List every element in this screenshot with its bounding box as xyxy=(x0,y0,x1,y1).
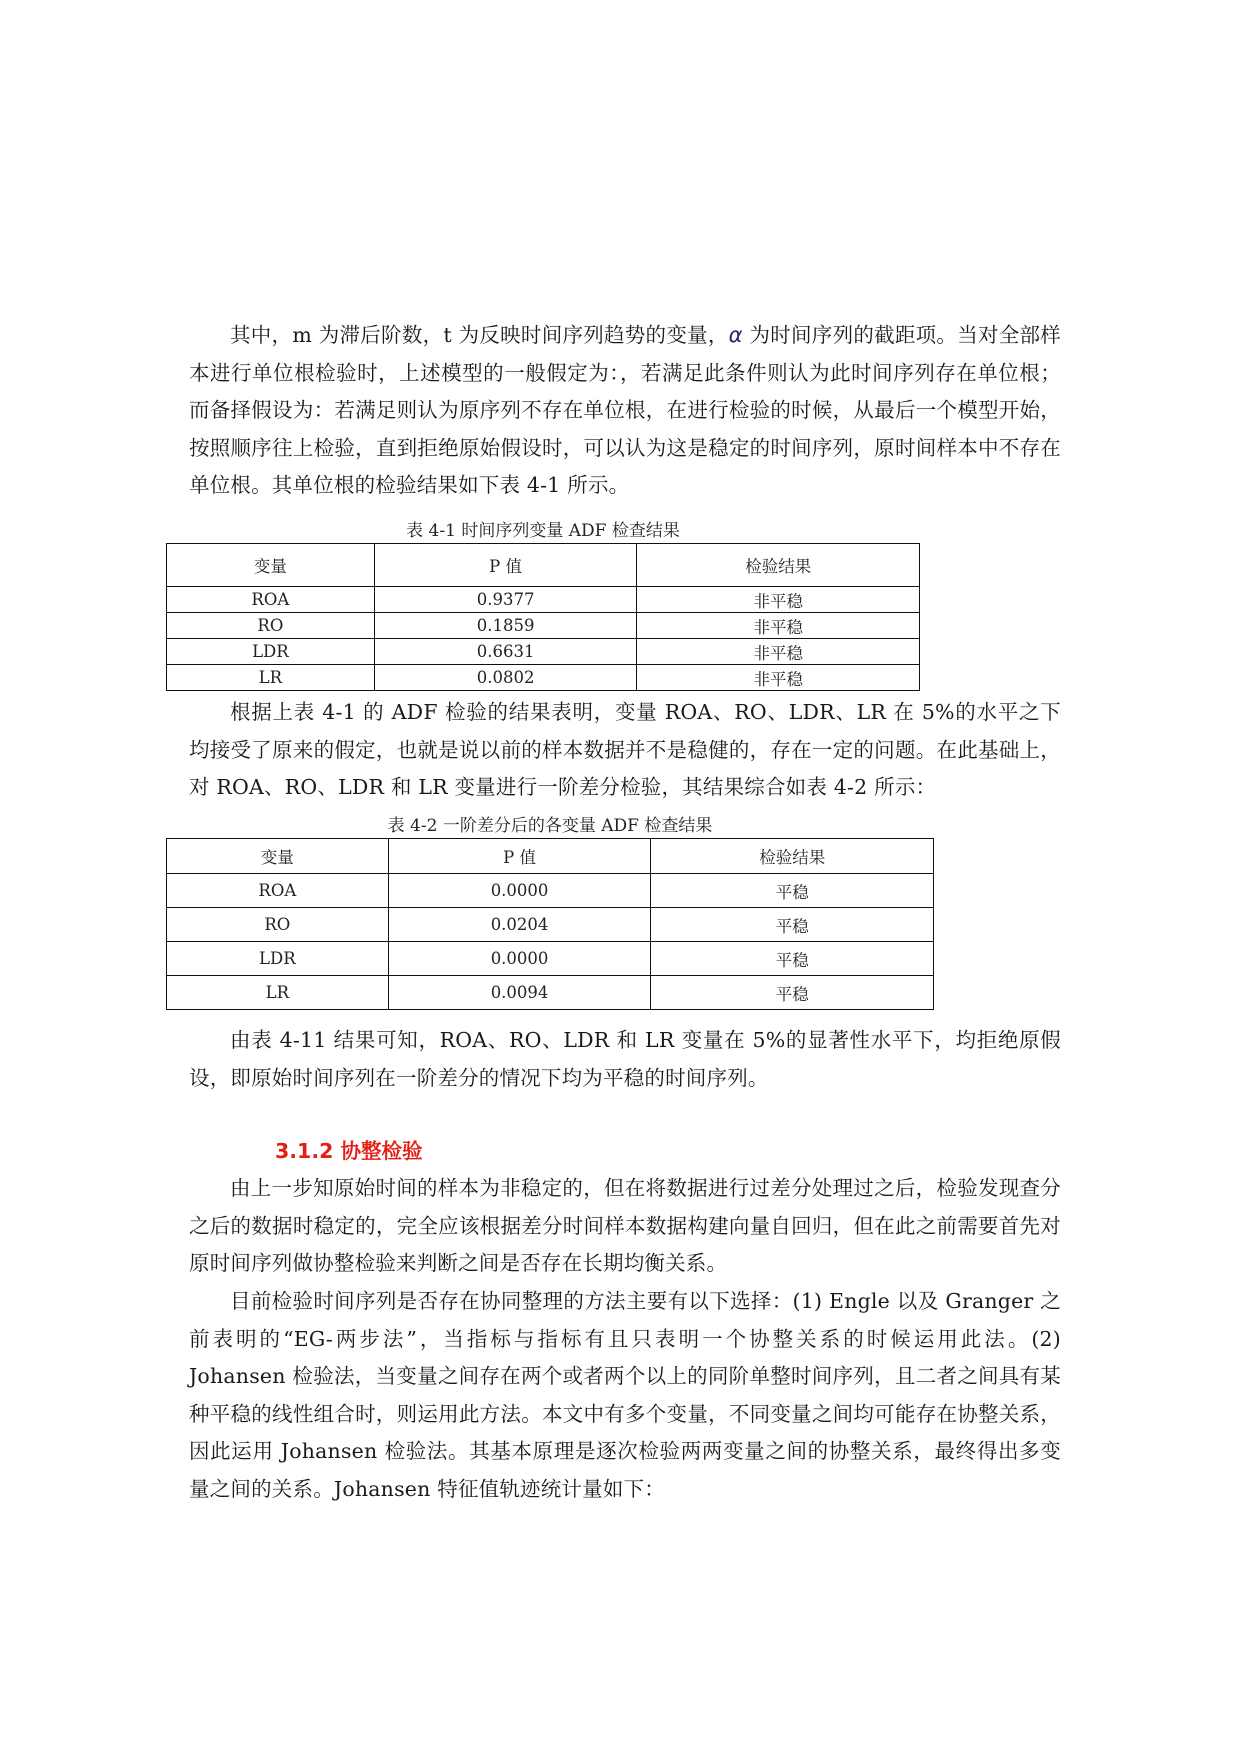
diff-adf-results-table xyxy=(166,838,934,1010)
table-row xyxy=(167,874,934,908)
paragraph-text: 根据上表 4-1 的 ADF 检验的结果表明，变量 ROA、RO、LDR、LR 在 5%的水平之下均接受了原来的假定，也就是说以前的样本数据并不是稳健的，存在一定的问题。在此基础上，对 ROA、RO、LDR 和 LR 变量进行一阶差分检验，其结果综合如表 4-2 所示： xyxy=(189,700,1061,799)
table-cell: ROA xyxy=(167,874,389,908)
paragraph-adf-analysis xyxy=(189,694,1061,807)
section-heading: 3.1.2 协整检验 xyxy=(275,1139,423,1163)
header-cell: 检验结果 xyxy=(651,839,934,874)
table-cell: 非平稳 xyxy=(637,639,920,665)
table-row xyxy=(167,665,920,691)
table-cell: LR xyxy=(167,665,375,691)
paragraph-text: 由表 4-11 结果可知，ROA、RO、LDR 和 LR 变量在 5%的显著性水平下，均拒绝原假设，即原始时间序列在一阶差分的情况下均为平稳的时间序列。 xyxy=(189,1028,1061,1090)
table-caption: 表 4-1 时间序列变量 ADF 检查结果 xyxy=(406,521,680,541)
adf-results-table xyxy=(166,543,920,691)
table-cell: 非平稳 xyxy=(637,587,920,613)
table-cell: 0.6631 xyxy=(374,639,637,665)
table-caption: 表 4-2 一阶差分后的各变量 ADF 检查结果 xyxy=(387,816,713,836)
table-cell: LR xyxy=(167,976,389,1010)
header-cell: 变量 xyxy=(167,839,389,874)
paragraph-text: 目前检验时间序列是否存在协同整理的方法主要有以下选择：(1) Engle 以及 Granger 之前表明的“EG-两步法”，当指标与指标有且只表明一个协整关系的时候运用此法。(2) Johansen 检验法，当变量之间存在两个或者两个以上的同阶单整时间序列，且二者之间具有某种平稳的线性组合时，则运用此方法。本文中有多个变量，不同变量之间均可能存在协整关系，因此运用 Johansen 检验法。其基本原理是逐次检验两两变量之间的协整关系，最终得出多变量之间的关系。Johansen 特征值轨迹统计量如下： xyxy=(189,1289,1061,1501)
paragraph-unit-root-intro xyxy=(189,317,1061,505)
table-row xyxy=(167,587,920,613)
table-cell: 0.0094 xyxy=(388,976,651,1010)
paragraph-text: 其中，m 为滞后阶数，t 为反映时间序列趋势的变量， xyxy=(230,323,729,347)
table-cell: 非平稳 xyxy=(637,613,920,639)
table-cell: 0.9377 xyxy=(374,587,637,613)
paragraph-johansen-method xyxy=(189,1283,1061,1508)
header-cell: P 值 xyxy=(388,839,651,874)
paragraph-text: 由上一步知原始时间的样本为非稳定的，但在将数据进行过差分处理过之后，检验发现查分之后的数据时稳定的，完全应该根据差分时间样本数据构建向量自回归，但在此之前需要首先对原时间序列做协整检验来判断之间是否存在长期均衡关系。 xyxy=(189,1176,1061,1275)
table-cell: 0.0000 xyxy=(388,874,651,908)
table-cell: 0.0802 xyxy=(374,665,637,691)
header-cell: 检验结果 xyxy=(637,544,920,587)
table-header-row xyxy=(167,839,934,874)
table-cell: 平稳 xyxy=(651,976,934,1010)
table-header-row xyxy=(167,544,920,587)
paragraph-diff-conclusion xyxy=(189,1022,1061,1097)
table-row xyxy=(167,942,934,976)
paragraph-text: 为时间序列的截距项。当对全部样本进行单位根检验时，上述模型的一般假定为：，若满足此条件则认为此时间序列存在单位根；而备择假设为：若满足则认为原序列不存在单位根，在进行检验的时候，从最后一个模型开始，按照顺序往上检验，直到拒绝原始假设时，可以认为这是稳定的时间序列，原时间样本中不存在单位根。其单位根的检验结果如下表 4-1 所示。 xyxy=(189,323,1061,497)
table-cell: 0.1859 xyxy=(374,613,637,639)
table-cell: LDR xyxy=(167,942,389,976)
table-cell: RO xyxy=(167,613,375,639)
paragraph-cointegration-intro xyxy=(189,1170,1061,1283)
table-cell: 0.0000 xyxy=(388,942,651,976)
table-cell: 非平稳 xyxy=(637,665,920,691)
table-row xyxy=(167,639,920,665)
table-cell: 平稳 xyxy=(651,942,934,976)
table-cell: LDR xyxy=(167,639,375,665)
table-cell: 平稳 xyxy=(651,874,934,908)
header-cell: P 值 xyxy=(374,544,637,587)
table-row xyxy=(167,613,920,639)
alpha-symbol: α xyxy=(728,323,743,347)
table-row xyxy=(167,976,934,1010)
table-cell: ROA xyxy=(167,587,375,613)
table-cell: 平稳 xyxy=(651,908,934,942)
table-row xyxy=(167,908,934,942)
table-cell: RO xyxy=(167,908,389,942)
header-cell: 变量 xyxy=(167,544,375,587)
table-cell: 0.0204 xyxy=(388,908,651,942)
